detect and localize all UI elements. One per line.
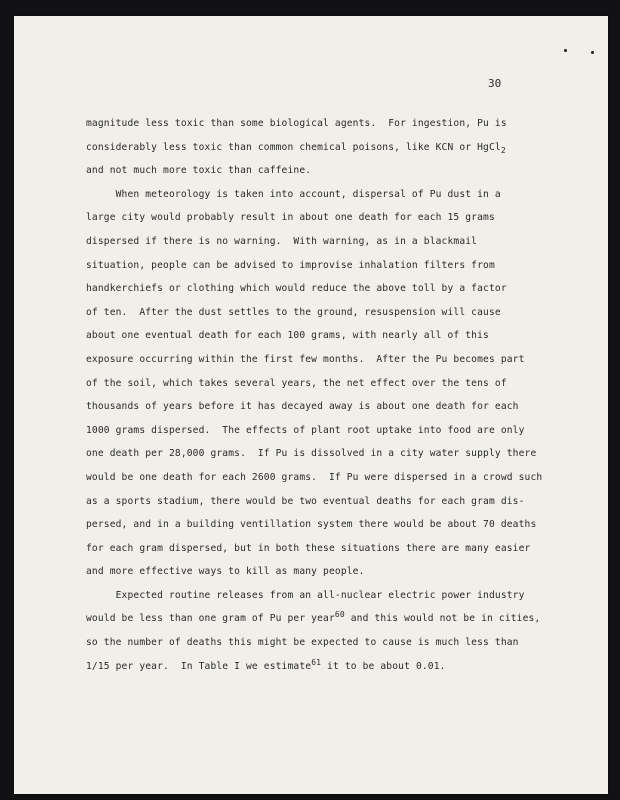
text-line: about one eventual death for each 100 grams, with nearly all of this: [86, 330, 489, 342]
footnote-ref: 61: [311, 657, 322, 667]
text-line: so the number of deaths this might be expected to cause is much less than: [86, 637, 519, 649]
body-text: [86, 112, 566, 678]
text-line: would be one death for each 2600 grams. If Pu were dispersed in a crowd such: [86, 471, 543, 483]
paragraph-3: [86, 584, 566, 678]
text-line: When meteorology is taken into account, dispersal of Pu dust in a: [86, 188, 501, 200]
text-line: handkerchiefs or clothing which would reduce the above toll by a factor: [86, 283, 507, 295]
speck-mark: [564, 49, 567, 52]
text-line: dispersed if there is no warning. With warning, as in a blackmail: [86, 235, 478, 247]
text-line: situation, people can be advised to improvise inhalation filters from: [86, 259, 495, 271]
text-line: thousands of years before it has decayed away is about one death for each: [86, 401, 519, 413]
text-line: of the soil, which takes several years, the net effect over the tens of: [86, 377, 507, 389]
text-line: large city would probably result in about one death for each 15 grams: [86, 212, 495, 224]
text-line: as a sports stadium, there would be two eventual deaths for each gram dis-: [86, 495, 525, 507]
text-line: exposure occurring within the first few months. After the Pu becomes part: [86, 353, 525, 365]
text-line: of ten. After the dust settles to the ground, resuspension will cause: [86, 306, 501, 318]
text-line: magnitude less toxic than some biological agents. For ingestion, Pu is: [86, 118, 507, 129]
text-line: Expected routine releases from an all-nuclear electric power industry: [86, 589, 525, 601]
text-line: persed, and in a building ventillation system there would be about 70 deaths: [86, 519, 537, 531]
text-line: considerably less toxic than common chemical poisons, like KCN or HgCl$_2$: [86, 141, 506, 155]
page-number: 30: [488, 77, 502, 90]
text-line: and not much more toxic than caffeine.: [86, 165, 312, 177]
text-line: 1000 grams dispersed. The effects of plant root uptake into food are only: [86, 424, 525, 436]
text-line: for each gram dispersed, but in both these situations there are many easier: [86, 542, 531, 554]
text-line: 1/15 per year. In Table I we estimate$^{61}$ it to be about 0.01.: [86, 657, 446, 672]
text-line: would be less than one gram of Pu per year$^{60}$ and this would not be in cities,: [86, 610, 541, 625]
text-line: one death per 28,000 grams. If Pu is dissolved in a city water supply there: [86, 448, 537, 460]
footnote-ref: 60: [334, 610, 345, 620]
paragraph-1: [86, 112, 566, 183]
subscript: 2: [500, 145, 506, 155]
paragraph-2: [86, 183, 566, 584]
text-line: and more effective ways to kill as many people.: [86, 566, 365, 578]
paper-sheet: [14, 16, 608, 794]
speck-mark: [591, 51, 594, 54]
